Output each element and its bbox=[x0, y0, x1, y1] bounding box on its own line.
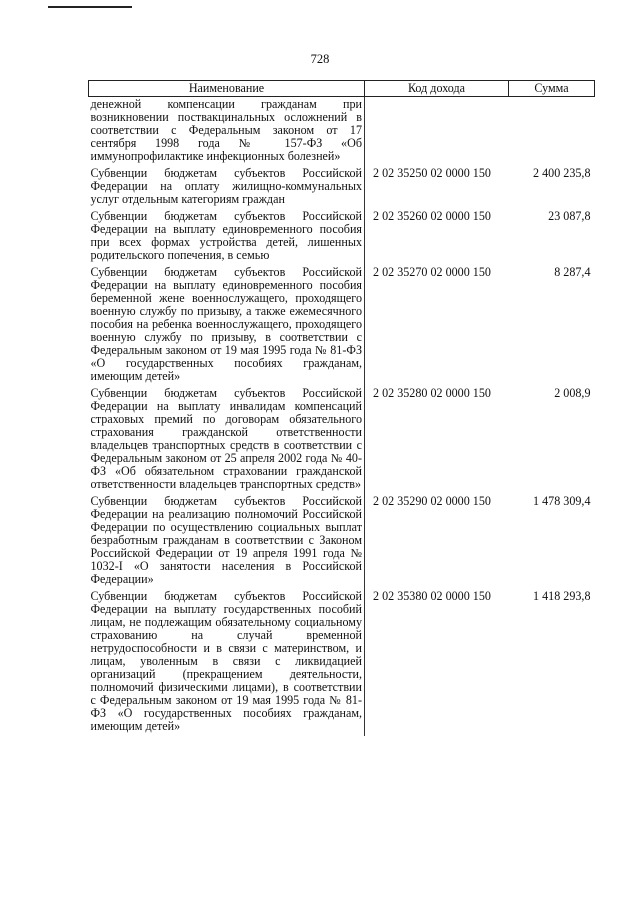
row-sum bbox=[509, 97, 595, 167]
header-sum: Сумма bbox=[509, 81, 595, 97]
row-sum: 2 008,9 bbox=[554, 386, 591, 400]
row-name: Субвенции бюджетам субъектов Российской Федерации на реализацию полномочий Российской Федерации по осуществлению социальных выплат безработным гражданам в соответствии с Законом Российской Федерации от 19 апреля 1991 года № 1032-I «О занятости населения в Российской Федерации» bbox=[89, 494, 365, 589]
row-sum: 1 418 293,8 bbox=[533, 589, 591, 603]
header-code: Код дохода bbox=[365, 81, 509, 97]
row-code: 2 02 35290 02 0000 150 bbox=[373, 494, 491, 508]
row-name: Субвенции бюджетам субъектов Российской Федерации на выплату единовременного пособия беременной жене военнослужащего, проходящего военную службу по призыву, а также ежемесячного пособия на ребенка военнослужащего, проходящего военную службу по призыву, в соответствии с Федеральным законом от 19 мая 1995 года № 81-ФЗ «О государственных пособиях гражданам, имеющим детей» bbox=[89, 265, 365, 386]
row-name: Субвенции бюджетам субъектов Российской Федерации на выплату инвалидам компенсаций страховых премий по договорам обязательного страхования гражданской ответственности владельцев транспортных средств в соответствии с Федеральным законом от 25 апреля 2002 года № 40-ФЗ «Об обязательном страховании гражданской ответственности владельцев транспортных средств» bbox=[89, 386, 365, 494]
table-row bbox=[89, 166, 595, 209]
row-code: 2 02 35250 02 0000 150 bbox=[373, 166, 491, 180]
row-name: Субвенции бюджетам субъектов Российской Федерации на оплату жилищно-коммунальных услуг отдельным категориям граждан bbox=[89, 166, 365, 209]
row-code: 2 02 35380 02 0000 150 bbox=[373, 589, 491, 603]
row-name: Субвенции бюджетам субъектов Российской Федерации на выплату единовременного пособия при всех формах устройства детей, лишенных родительского попечения, в семью bbox=[89, 209, 365, 265]
table-row bbox=[89, 494, 595, 589]
table-header-row bbox=[89, 81, 595, 97]
row-code: 2 02 35260 02 0000 150 bbox=[373, 209, 491, 223]
row-name: Субвенции бюджетам субъектов Российской Федерации на выплату государственных пособий лицам, не подлежащим обязательному социальному страхованию на случай временной нетрудоспособности и в связи с материнством, и лицам, уволенным в связи с ликвидацией организаций (прекращением деятельности, полномочий физическими лицами), в соответствии с Федеральным законом от 19 мая 1995 года № 81-ФЗ «О государственных пособиях гражданам, имеющим детей» bbox=[89, 589, 365, 736]
header-name: Наименование bbox=[89, 81, 365, 97]
table-row bbox=[89, 386, 595, 494]
row-sum: 2 400 235,8 bbox=[533, 166, 591, 180]
row-code: 2 02 35270 02 0000 150 bbox=[373, 265, 491, 279]
table-row bbox=[89, 589, 595, 736]
table-row bbox=[89, 265, 595, 386]
row-code: 2 02 35280 02 0000 150 bbox=[373, 386, 491, 400]
row-sum: 1 478 309,4 bbox=[533, 494, 591, 508]
table-row bbox=[89, 97, 595, 167]
row-code bbox=[365, 97, 509, 167]
budget-table bbox=[88, 80, 595, 736]
row-sum: 8 287,4 bbox=[554, 265, 591, 279]
row-sum: 23 087,8 bbox=[548, 209, 591, 223]
page-number: 728 bbox=[310, 52, 330, 66]
table-row bbox=[89, 209, 595, 265]
row-name: денежной компенсации гражданам при возникновении поствакцинальных осложнений в соответствии с Федеральным законом от 17 сентября 1998 года № 157-ФЗ «Об иммунопрофилактике инфекционных болезней» bbox=[89, 97, 365, 167]
corner-mark bbox=[48, 6, 132, 8]
